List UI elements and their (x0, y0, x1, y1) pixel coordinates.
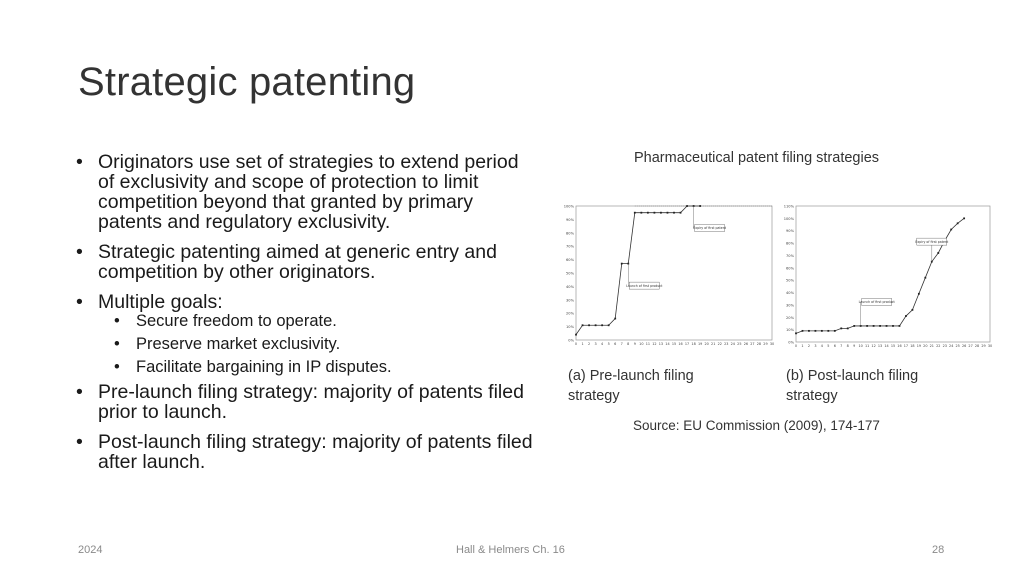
footer-page-number: 28 (932, 544, 945, 556)
bullet-text: Originators use set of strategies to extend period of exclusivity and scope of protection to limit competition beyond that granted by primary patents and regulatory exclusivity. (98, 151, 519, 233)
y-tick-label: 90% (566, 217, 574, 222)
data-point (866, 325, 868, 327)
x-tick-label: 25 (955, 344, 960, 348)
chart-panel-b (782, 198, 996, 358)
x-tick-label: 27 (750, 342, 755, 346)
caption-b-line1: (b) Post-launch filing (786, 368, 919, 384)
y-tick-label: 50% (786, 278, 794, 283)
chart-a-area (564, 205, 774, 347)
x-tick-label: 17 (903, 344, 909, 348)
data-point (660, 212, 662, 214)
sub-bullet-item (114, 358, 536, 376)
x-tick-label: 9 (633, 342, 636, 346)
figure-source: Source: EU Commission (2009), 174-177 (633, 418, 880, 433)
x-tick-label: 5 (607, 342, 610, 346)
y-tick-label: 30% (566, 298, 574, 303)
caption-a (568, 366, 694, 406)
data-point (879, 325, 881, 327)
plot-frame (576, 206, 772, 340)
data-point (595, 324, 597, 326)
x-tick-label: 3 (814, 344, 817, 348)
y-tick-label: 0% (788, 340, 794, 345)
caption-a-line2: strategy (568, 388, 620, 404)
x-tick-label: 29 (763, 342, 768, 346)
data-point (873, 325, 875, 327)
data-point (654, 212, 656, 214)
y-tick-label: 90% (786, 229, 794, 234)
data-point (821, 330, 823, 332)
data-point (905, 315, 907, 317)
data-point (608, 324, 610, 326)
data-point (640, 212, 642, 214)
data-point (699, 205, 701, 207)
data-point (918, 293, 920, 295)
sub-bullet-text: Preserve market exclusivity. (136, 335, 341, 353)
y-tick-label: 60% (786, 266, 794, 271)
data-point (886, 325, 888, 327)
y-tick-label: 70% (786, 253, 794, 258)
x-tick-label: 23 (942, 344, 947, 348)
y-tick-label: 100% (563, 204, 574, 209)
bullet-item (76, 152, 536, 232)
data-point (957, 222, 959, 224)
x-tick-label: 20 (923, 344, 928, 348)
figure-title: Pharmaceutical patent filing strategies (634, 150, 880, 166)
y-tick-label: 0% (568, 338, 574, 343)
data-point (667, 212, 669, 214)
sub-bullet-item (114, 335, 536, 353)
y-tick-label: 20% (566, 311, 574, 316)
x-tick-label: 7 (620, 342, 623, 346)
x-tick-label: 4 (601, 342, 604, 346)
bullet-text: Pre-launch filing strategy: majority of patents filed prior to launch. (98, 381, 524, 423)
x-tick-label: 3 (594, 342, 597, 346)
x-tick-label: 29 (981, 344, 986, 348)
y-tick-label: 110% (783, 204, 794, 209)
data-point (853, 325, 855, 327)
x-tick-label: 0 (794, 344, 798, 348)
annotation-label: Expiry of first patent (693, 226, 727, 231)
series-line (576, 206, 700, 335)
x-tick-label: 2 (587, 342, 591, 346)
data-point (924, 277, 926, 279)
x-tick-label: 10 (858, 344, 863, 348)
x-tick-label: 13 (658, 342, 664, 346)
x-tick-label: 20 (704, 342, 709, 346)
x-tick-label: 17 (684, 342, 690, 346)
bullet-item (76, 292, 536, 376)
y-tick-label: 80% (566, 231, 574, 236)
x-tick-label: 23 (724, 342, 729, 346)
x-tick-label: 24 (949, 344, 954, 348)
x-tick-label: 21 (711, 342, 716, 346)
annotation-label: Launch of first product (626, 283, 663, 288)
data-point (840, 328, 842, 330)
y-tick-label: 30% (786, 303, 794, 308)
data-point (614, 318, 616, 320)
x-tick-label: 8 (627, 342, 630, 346)
x-tick-label: 24 (730, 342, 735, 346)
chart-panel-a (560, 196, 778, 358)
data-point (808, 330, 810, 332)
x-tick-label: 19 (916, 344, 922, 348)
x-tick-label: 28 (756, 342, 762, 346)
annotation-label: Launch of first product (858, 300, 895, 305)
data-point (588, 324, 590, 326)
x-tick-label: 11 (645, 342, 651, 346)
x-tick-label: 8 (846, 344, 849, 348)
data-point (937, 252, 939, 254)
x-tick-label: 25 (737, 342, 742, 346)
y-tick-label: 40% (786, 291, 794, 296)
x-tick-label: 21 (929, 344, 934, 348)
x-tick-label: 11 (864, 344, 870, 348)
x-tick-label: 26 (961, 344, 967, 348)
x-tick-label: 1 (581, 342, 584, 346)
bullet-text: Post-launch filing strategy: majority of patents filed after launch. (98, 431, 533, 473)
slide-title: Strategic patenting (78, 60, 416, 104)
x-tick-label: 14 (884, 344, 889, 348)
x-tick-label: 30 (987, 344, 993, 348)
y-tick-label: 80% (786, 241, 794, 246)
x-tick-label: 10 (639, 342, 644, 346)
x-tick-label: 14 (665, 342, 670, 346)
bullet-text: Multiple goals: (98, 291, 223, 313)
data-point (912, 309, 914, 311)
x-tick-label: 1 (801, 344, 804, 348)
x-tick-label: 30 (769, 342, 775, 346)
y-tick-label: 70% (566, 244, 574, 249)
sub-bullet-list (98, 312, 536, 376)
data-point (827, 330, 829, 332)
x-tick-label: 15 (671, 342, 677, 346)
footer-date: 2024 (78, 544, 103, 556)
data-point (899, 325, 901, 327)
y-tick-label: 20% (786, 315, 794, 320)
annotation-label: Expiry of first patent (915, 239, 949, 244)
data-point (686, 205, 688, 207)
caption-a-line1: (a) Pre-launch filing (568, 368, 694, 384)
data-point (847, 328, 849, 330)
x-tick-label: 22 (717, 342, 722, 346)
data-point (795, 332, 797, 334)
caption-b-line2: strategy (786, 388, 838, 404)
x-tick-label: 0 (574, 342, 578, 346)
bullet-item (76, 242, 536, 282)
x-tick-label: 18 (910, 344, 915, 348)
series-line (796, 218, 964, 333)
caption-b (786, 366, 918, 406)
bullet-list (76, 152, 536, 482)
data-point (815, 330, 817, 332)
y-tick-label: 50% (566, 271, 574, 276)
chart-b-area (784, 205, 992, 349)
x-tick-label: 16 (897, 344, 902, 348)
x-tick-label: 2 (807, 344, 811, 348)
y-tick-label: 40% (566, 284, 574, 289)
data-point (950, 229, 952, 231)
data-point (834, 330, 836, 332)
data-point (575, 334, 577, 336)
x-tick-label: 5 (827, 344, 830, 348)
x-tick-label: 7 (840, 344, 843, 348)
sub-bullet-item (114, 312, 536, 330)
x-tick-label: 6 (614, 342, 617, 346)
x-tick-label: 13 (877, 344, 883, 348)
data-point (673, 212, 675, 214)
bullet-text: Strategic patenting aimed at generic entry and competition by other originators. (98, 241, 497, 283)
x-tick-label: 9 (853, 344, 856, 348)
y-tick-label: 60% (566, 258, 574, 263)
bullet-item (76, 432, 536, 472)
sub-bullet-text: Facilitate bargaining in IP disputes. (136, 358, 392, 376)
data-point (634, 212, 636, 214)
data-point (582, 324, 584, 326)
x-tick-label: 16 (678, 342, 683, 346)
footer-center: Hall & Helmers Ch. 16 (456, 544, 565, 556)
y-tick-label: 100% (783, 216, 794, 221)
x-tick-label: 22 (936, 344, 941, 348)
sub-bullet-text: Secure freedom to operate. (136, 312, 337, 330)
x-tick-label: 18 (691, 342, 696, 346)
x-tick-label: 12 (652, 342, 657, 346)
x-tick-label: 12 (871, 344, 876, 348)
data-point (963, 217, 965, 219)
data-point (647, 212, 649, 214)
x-tick-label: 4 (820, 344, 823, 348)
x-tick-label: 19 (697, 342, 703, 346)
y-tick-label: 10% (566, 325, 574, 330)
x-tick-label: 26 (743, 342, 749, 346)
x-tick-label: 27 (968, 344, 973, 348)
data-point (802, 330, 804, 332)
plot-frame (796, 206, 990, 342)
data-point (892, 325, 894, 327)
y-tick-label: 10% (786, 328, 794, 333)
x-tick-label: 15 (890, 344, 896, 348)
x-tick-label: 28 (974, 344, 980, 348)
data-point (680, 212, 682, 214)
data-point (621, 263, 623, 265)
x-tick-label: 6 (833, 344, 836, 348)
data-point (601, 324, 603, 326)
bullet-item (76, 382, 536, 422)
